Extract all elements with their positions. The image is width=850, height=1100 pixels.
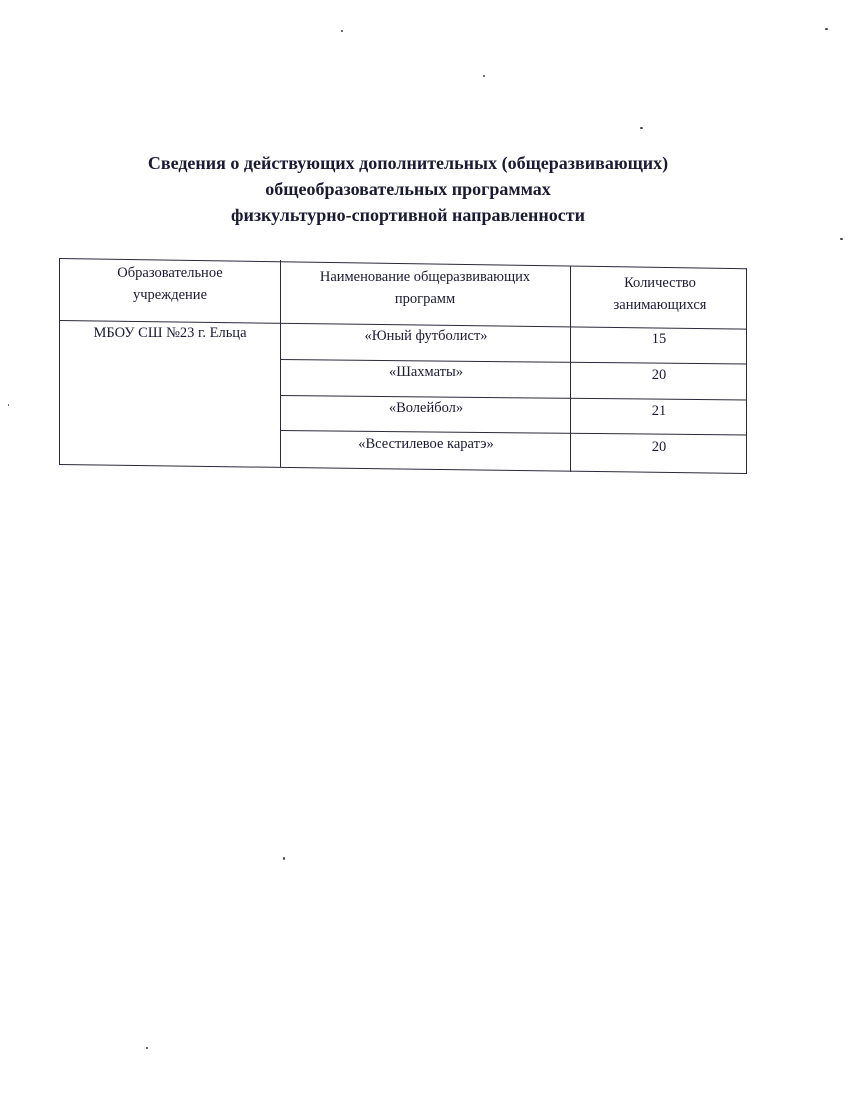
- document-title: [0, 150, 816, 228]
- scan-speck: [8, 404, 9, 406]
- title-line-3: физкультурно-спортивной направленности: [231, 205, 585, 225]
- scan-speck: [283, 857, 285, 860]
- header-program-name: Наименование общеразвивающих программ: [319, 269, 531, 307]
- count-cell: 15: [651, 331, 667, 347]
- header-participants: Количество занимающихся: [613, 275, 707, 313]
- count-cell: 20: [651, 367, 667, 383]
- scan-speck: [146, 1047, 148, 1049]
- scan-speck: [825, 28, 828, 30]
- scan-speck: [483, 75, 485, 77]
- institution-cell: МБОУ СШ №23 г. Ельца: [93, 325, 247, 341]
- scan-speck: [640, 127, 643, 129]
- title-line-1: Сведения о действующих дополнительных (общеразвивающих): [147, 153, 669, 173]
- header-institution: Образовательное учреждение: [117, 265, 223, 303]
- scan-speck: [840, 238, 843, 240]
- title-line-2: общеобразовательных программах: [265, 179, 551, 199]
- program-cell: «Всестилевое каратэ»: [358, 436, 494, 452]
- count-cell: 21: [651, 403, 667, 419]
- program-cell: «Шахматы»: [388, 364, 464, 380]
- program-cell: «Волейбол»: [388, 400, 464, 416]
- table-divider-col1: [280, 260, 281, 467]
- table-border-right: [746, 268, 747, 474]
- program-cell: «Юный футболист»: [364, 328, 488, 344]
- scan-speck: [341, 30, 343, 32]
- table-divider-col2: [570, 266, 571, 472]
- table-border-left: [59, 258, 60, 465]
- count-cell: 20: [651, 439, 667, 455]
- table-border-bottom: [59, 464, 747, 474]
